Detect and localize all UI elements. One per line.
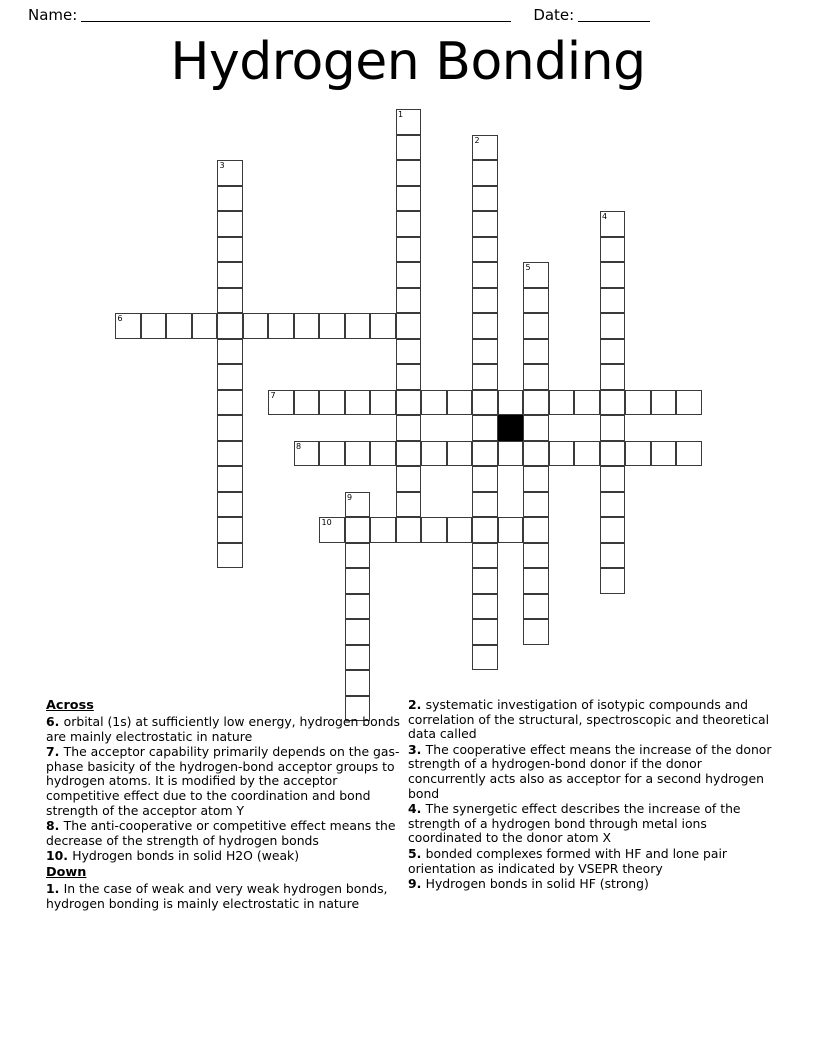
crossword-cell[interactable] (217, 492, 243, 518)
cell-number: 7 (270, 390, 276, 400)
crossword-cell[interactable] (574, 390, 600, 416)
cell-number: 5 (525, 263, 531, 272)
crossword-cell[interactable] (523, 619, 549, 645)
crossword-cell[interactable] (217, 339, 243, 365)
crossword-cell[interactable] (396, 211, 422, 237)
clue-text: The synergetic effect describes the increase of the strength of a hydrogen bond through metal ions coordinated to the donor atom X (408, 801, 741, 846)
crossword-cell[interactable] (651, 390, 677, 416)
clues-column-right (408, 698, 772, 893)
crossword-cell[interactable] (549, 441, 575, 467)
crossword-cell[interactable] (345, 670, 371, 696)
crossword-cell[interactable] (600, 237, 626, 263)
crossword-cell[interactable] (472, 415, 498, 441)
crossword-cell[interactable] (600, 568, 626, 594)
clue-number: 8. (46, 818, 64, 834)
crossword-cell[interactable] (294, 441, 320, 467)
crossword-cell[interactable] (345, 441, 371, 467)
crossword-cell[interactable] (396, 313, 422, 339)
crossword-cell[interactable] (498, 390, 524, 416)
crossword-cell[interactable] (447, 390, 473, 416)
worksheet-header (0, 0, 816, 30)
crossword-cell[interactable] (243, 313, 269, 339)
down-clue-3 (408, 743, 772, 801)
crossword-cell[interactable] (472, 288, 498, 314)
crossword-cell[interactable] (396, 288, 422, 314)
crossword-cell[interactable] (472, 517, 498, 543)
crossword-cell[interactable] (370, 441, 396, 467)
crossword-cell[interactable] (345, 492, 371, 518)
clue-number: 4. (408, 801, 426, 817)
clue-text: systematic investigation of isotypic compounds and correlation of the structural, spectroscopic and theoretical data called (408, 697, 770, 742)
cell-number: 9 (347, 492, 353, 502)
crossword-cell[interactable] (396, 262, 422, 288)
crossword-cell[interactable] (217, 517, 243, 543)
crossword-cell[interactable] (600, 390, 626, 416)
clue-number: 6. (46, 714, 64, 729)
crossword-cell[interactable] (472, 313, 498, 339)
crossword-cell[interactable] (472, 492, 498, 518)
crossword-cell[interactable] (396, 364, 422, 390)
across-clue-10 (46, 849, 406, 864)
crossword-cell[interactable] (345, 568, 371, 594)
crossword-cell[interactable] (600, 492, 626, 518)
crossword-cell[interactable] (472, 594, 498, 620)
crossword-cell[interactable] (141, 313, 167, 339)
clue-text: The cooperative effect means the increase of the donor strength of a hydrogen-bond donor if the donor concurrently acts also as acceptor for a second hydrogen bond (408, 741, 772, 801)
crossword-cell[interactable] (523, 415, 549, 441)
crossword-cell[interactable] (447, 441, 473, 467)
across-clue-list (46, 715, 406, 864)
crossword-cell[interactable] (217, 313, 243, 339)
crossword-cell[interactable] (600, 364, 626, 390)
clue-text: In the case of weak and very weak hydrogen bonds, hydrogen bonding is mainly electrostatic in nature (46, 880, 388, 911)
down-clue-2 (408, 698, 772, 742)
crossword-cell[interactable] (472, 262, 498, 288)
crossword-cell[interactable] (396, 186, 422, 212)
crossword-cell[interactable] (472, 211, 498, 237)
crossword-cell[interactable] (268, 390, 294, 416)
crossword-cell[interactable] (472, 441, 498, 467)
crossword-cell[interactable] (319, 313, 345, 339)
clue-number: 10. (46, 848, 73, 864)
clue-number: 2. (408, 697, 426, 712)
crossword-cell[interactable] (676, 390, 702, 416)
crossword-cell[interactable] (217, 543, 243, 569)
cell-number: 8 (296, 441, 302, 451)
crossword-cell[interactable] (217, 441, 243, 467)
down-clue-1 (46, 882, 406, 911)
crossword-cell[interactable] (217, 262, 243, 288)
crossword-cell[interactable] (396, 109, 422, 135)
crossword-cell[interactable] (523, 364, 549, 390)
down-clue-9 (408, 877, 772, 892)
crossword-cell[interactable] (268, 313, 294, 339)
crossword-cell[interactable] (421, 390, 447, 416)
crossword-cell[interactable] (345, 645, 371, 671)
name-label: Name: (28, 6, 78, 24)
clue-number: 9. (408, 876, 426, 892)
crossword-cell[interactable] (523, 594, 549, 620)
crossword-cell[interactable] (396, 492, 422, 518)
crossword-grid[interactable] (115, 109, 695, 699)
crossword-cell[interactable] (523, 390, 549, 416)
crossword-cell[interactable] (217, 211, 243, 237)
crossword-cell[interactable] (625, 441, 651, 467)
date-label: Date: (533, 6, 575, 24)
clue-number: 3. (408, 741, 426, 757)
crossword-cell[interactable] (472, 186, 498, 212)
crossword-cell[interactable] (294, 313, 320, 339)
down-clue-5 (408, 847, 772, 876)
cell-number: 4 (602, 212, 608, 221)
clue-text: The anti-cooperative or competitive effect means the decrease of the strength of hydrogen bonds (46, 818, 396, 848)
crossword-cell[interactable] (217, 186, 243, 212)
crossword-cell[interactable] (523, 339, 549, 365)
cell-number: 1 (398, 110, 404, 119)
clues-column-left (46, 698, 406, 912)
clues-area (0, 698, 816, 978)
crossword-cell[interactable] (217, 288, 243, 314)
crossword-cell[interactable] (625, 390, 651, 416)
cell-number: 6 (117, 314, 123, 323)
cell-number: 10 (321, 518, 332, 527)
crossword-cell[interactable] (676, 441, 702, 467)
crossword-cell[interactable] (574, 441, 600, 467)
crossword-cell[interactable] (472, 160, 498, 186)
clue-number: 1. (46, 880, 64, 896)
crossword-cell[interactable] (498, 517, 524, 543)
crossword-cell[interactable] (523, 517, 549, 543)
cell-number: 3 (219, 161, 225, 170)
crossword-cell[interactable] (217, 237, 243, 263)
crossword-cell[interactable] (345, 594, 371, 620)
crossword-cell[interactable] (396, 135, 422, 161)
crossword-cell[interactable] (345, 619, 371, 645)
crossword-cell[interactable] (217, 466, 243, 492)
crossword-cell[interactable] (345, 390, 371, 416)
down-clue-list-right (408, 698, 772, 892)
crossword-cell[interactable] (472, 645, 498, 671)
crossword-cell[interactable] (523, 492, 549, 518)
across-clue-8 (46, 819, 406, 848)
crossword-cell[interactable] (192, 313, 218, 339)
crossword-cell[interactable] (523, 441, 549, 467)
crossword-cell[interactable] (600, 313, 626, 339)
crossword-cell[interactable] (370, 313, 396, 339)
clue-number: 5. (408, 845, 426, 861)
crossword-cell[interactable] (396, 517, 422, 543)
date-write-line[interactable] (578, 8, 650, 22)
down-clue-list-left (46, 882, 406, 911)
crossword-cell[interactable] (294, 390, 320, 416)
crossword-cell[interactable] (396, 160, 422, 186)
crossword-cell[interactable] (600, 441, 626, 467)
crossword-cell[interactable] (600, 517, 626, 543)
crossword-cell[interactable] (472, 619, 498, 645)
clue-text: orbital (1s) at sufficiently low energy, hydrogen bonds are mainly electrostatic in nature (46, 714, 400, 744)
crossword-cell[interactable] (370, 517, 396, 543)
crossword-cell[interactable] (217, 390, 243, 416)
crossword-cell[interactable] (345, 517, 371, 543)
crossword-cell[interactable] (396, 415, 422, 441)
page-title: Hydrogen Bonding (170, 32, 646, 92)
crossword-cell[interactable] (600, 288, 626, 314)
crossword-cell[interactable] (472, 568, 498, 594)
crossword-cell[interactable] (523, 262, 549, 288)
crossword-cell[interactable] (370, 390, 396, 416)
down-heading: Down (46, 864, 87, 880)
crossword-cell[interactable] (600, 339, 626, 365)
crossword-cell[interactable] (523, 466, 549, 492)
crossword-cell[interactable] (523, 288, 549, 314)
crossword-cell[interactable] (472, 543, 498, 569)
crossword-cell[interactable] (396, 441, 422, 467)
crossword-cell[interactable] (421, 441, 447, 467)
crossword-cell[interactable] (396, 466, 422, 492)
crossword-cell[interactable] (396, 237, 422, 263)
across-heading: Across (46, 698, 94, 713)
crossword-cell[interactable] (217, 364, 243, 390)
crossword-cell[interactable] (166, 313, 192, 339)
crossword-cell[interactable] (498, 441, 524, 467)
crossword-cell[interactable] (217, 415, 243, 441)
crossword-cell[interactable] (319, 517, 345, 543)
crossword-cell[interactable] (396, 390, 422, 416)
crossword-cell[interactable] (319, 441, 345, 467)
crossword-cell[interactable] (651, 441, 677, 467)
cell-number: 2 (474, 135, 480, 145)
name-write-line[interactable] (81, 8, 511, 22)
crossword-cell[interactable] (472, 339, 498, 365)
crossword-cell[interactable] (600, 543, 626, 569)
clue-text: Hydrogen bonds in solid H2O (weak) (72, 848, 300, 864)
across-clue-6 (46, 715, 406, 744)
crossword-cell[interactable] (472, 135, 498, 161)
crossword-cell[interactable] (447, 517, 473, 543)
crossword-cell[interactable] (523, 568, 549, 594)
across-clue-7 (46, 745, 406, 818)
crossword-cell[interactable] (472, 237, 498, 263)
clue-text: The acceptor capability primarily depends on the gas-phase basicity of the hydrogen-bond acceptor groups to hydrogen atoms. It is modified by the acceptor competitive effect due to the coordination and bond strength of the acceptor atom Y (46, 744, 400, 818)
crossword-cell[interactable] (523, 543, 549, 569)
crossword-cell[interactable] (600, 211, 626, 237)
clue-text: Hydrogen bonds in solid HF (strong) (425, 876, 649, 892)
down-clue-4 (408, 802, 772, 846)
crossword-cell[interactable] (549, 390, 575, 416)
crossword-cell[interactable] (472, 364, 498, 390)
crossword-cell[interactable] (345, 313, 371, 339)
crossword-cell[interactable] (345, 543, 371, 569)
crossword-cell[interactable] (523, 313, 549, 339)
crossword-cell[interactable] (421, 517, 447, 543)
crossword-cell[interactable] (217, 160, 243, 186)
crossword-cell[interactable] (115, 313, 141, 339)
crossword-cell[interactable] (600, 466, 626, 492)
crossword-cell[interactable] (396, 339, 422, 365)
crossword-cell[interactable] (472, 466, 498, 492)
clue-text: bonded complexes formed with HF and lone pair orientation as indicated by VSEPR theory (408, 845, 727, 876)
crossword-cell[interactable] (319, 390, 345, 416)
clue-number: 7. (46, 744, 64, 760)
crossword-blocked-cell (498, 415, 524, 441)
crossword-cell[interactable] (600, 262, 626, 288)
crossword-cell[interactable] (600, 415, 626, 441)
crossword-cell[interactable] (472, 390, 498, 416)
